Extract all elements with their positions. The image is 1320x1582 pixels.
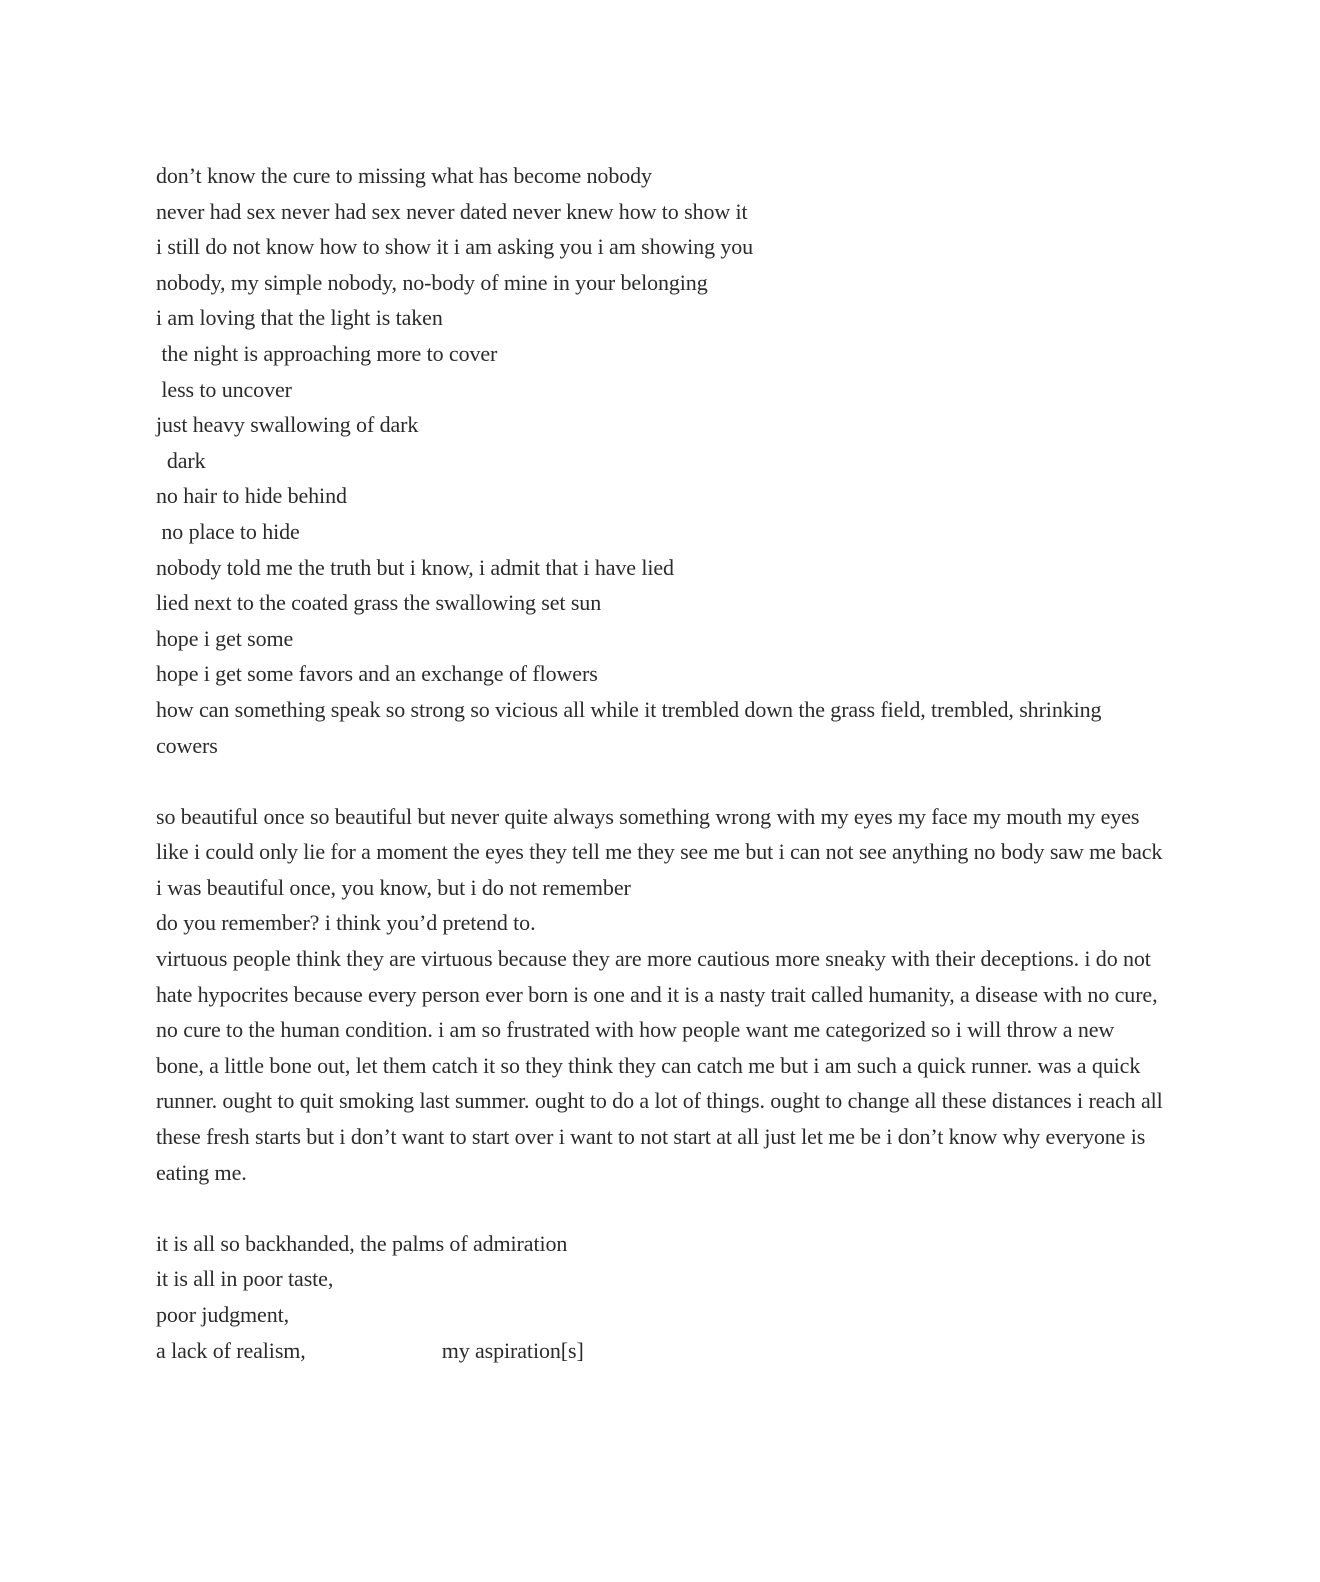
poem-line-final — [156, 1333, 1166, 1369]
poem-line: do you remember? i think you’d pretend to. — [156, 910, 536, 936]
poem-line: dark — [156, 447, 206, 473]
stanza-3 — [156, 1226, 1166, 1368]
poem-line: hope i get some — [156, 625, 294, 651]
poem-line: i still do not know how to show it i am asking you i am showing you — [156, 234, 754, 260]
poem-line: so beautiful once so beautiful but never quite always something wrong with my eyes my face my mouth my eyes like i could only lie for a moment the eyes they tell me they see me but i can not see anything no body saw me back — [156, 803, 1163, 865]
poem-line: hope i get some favors and an exchange of flowers — [156, 661, 598, 687]
poem-line: never had sex never had sex never dated never knew how to show it — [156, 198, 748, 224]
poem-line: don’t know the cure to missing what has become nobody — [156, 163, 652, 188]
poem-line: i was beautiful once, you know, but i do not remember — [156, 874, 631, 900]
poem-line: nobody, my simple nobody, no-body of mine in your belonging — [156, 269, 708, 295]
poem-line: it is all in poor taste, — [156, 1266, 334, 1292]
stanza-2 — [156, 799, 1169, 1191]
poem-text — [156, 158, 1169, 1368]
poem-line: poor judgment, — [156, 1302, 290, 1327]
poem-line: less to uncover — [156, 376, 292, 402]
poem-line: how can something speak so strong so vicious all while it trembled down the grass field, trembled, shrinking cowers — [156, 696, 1107, 758]
poem-line: nobody told me the truth but i know, i admit that i have lied — [156, 554, 674, 580]
poem-line: lied next to the coated grass the swallowing set sun — [156, 590, 602, 616]
poem-line: it is all so backhanded, the palms of admiration — [156, 1230, 568, 1256]
poem-line: no place to hide — [156, 518, 300, 544]
poem-line: i am loving that the light is taken — [156, 305, 443, 331]
poem-line: no hair to hide behind — [156, 483, 347, 509]
poem-line: the night is approaching more to cover — [156, 340, 498, 366]
poem-line: virtuous people think they are virtuous because they are more cautious more sneaky with their deceptions. i do not hate hypocrites because every person ever born is one and it is a nasty trait called humanity, a disease with no cure, no cure to the human condition. i am so frustrated with how people want me categorized so i will throw a new bone, a little bone out, let them catch it so they think they can catch me but i am such a quick runner. was a quick runner. ought to quit smoking last summer. ought to do a lot of things. ought to change all these distances i reach all these fresh starts but i don’t want to start over i want to not start at all just let me be i don’t know why everyone is eating me. — [156, 946, 1169, 1185]
stanza-1 — [156, 158, 1166, 763]
poem-line: just heavy swallowing of dark — [156, 412, 419, 438]
final-line-left: a lack of realism, — [156, 1337, 306, 1363]
final-line-right: my aspiration[s] — [441, 1337, 584, 1363]
